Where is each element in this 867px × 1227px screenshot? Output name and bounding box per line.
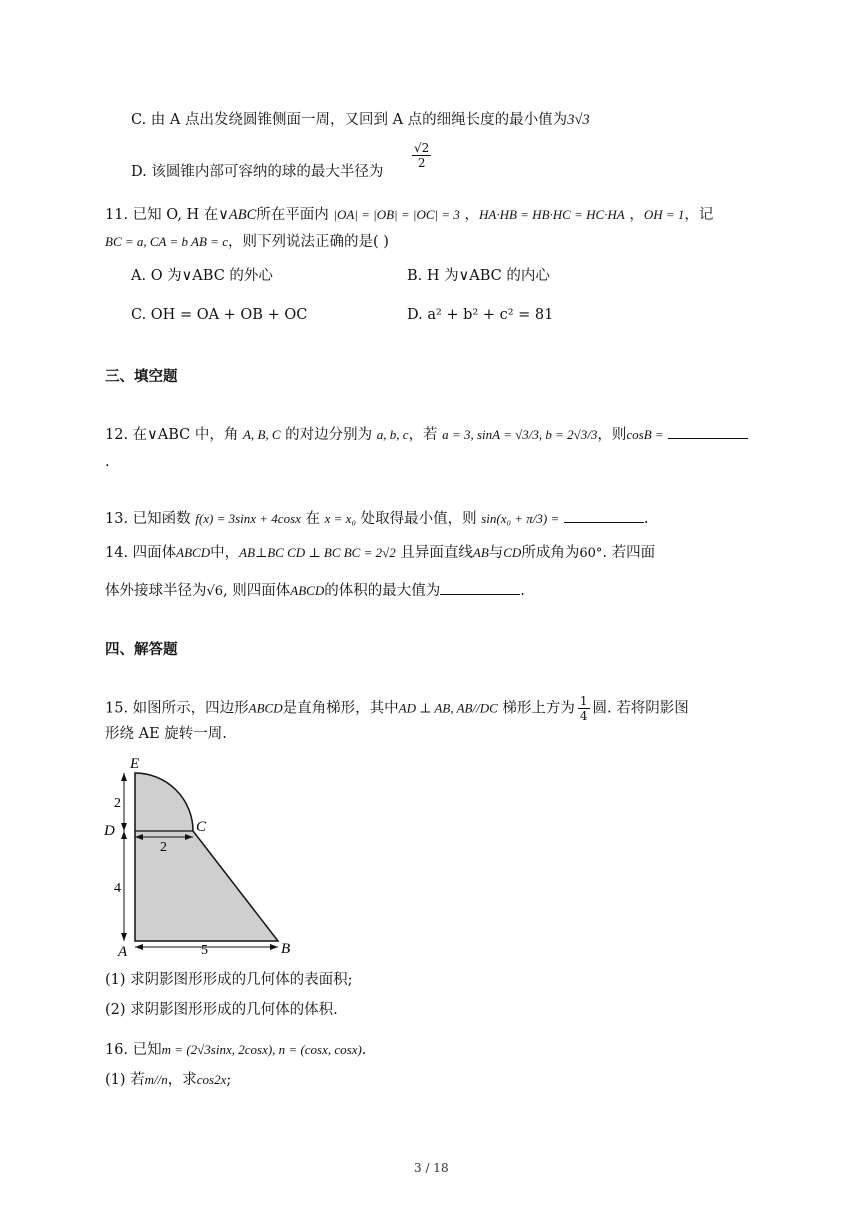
q10-option-d [131, 162, 383, 182]
q10-option-c-text: C. 由 A 点出发绕圆锥侧面一周，又回到 A 点的细绳长度的最小值为 [131, 112, 568, 128]
q10-option-c [131, 110, 590, 130]
q14-answer-blank[interactable] [440, 580, 520, 595]
q14-line1: 14. 四面体ABCD中，AB⊥BC CD ⊥ BC BC = 2√2 且异面直线AB与CD所成角为60°. 若四面 [105, 545, 656, 561]
label-b: B [281, 941, 291, 957]
q13-answer-blank[interactable] [564, 508, 644, 523]
label-d: D [104, 823, 115, 839]
q12-stem: 12. 在∨ABC 中，角 A, B, C 的对边分别为 a, b, c，若 a = 3, sinA = √3/3, b = 2√3/3，则cosB = [105, 424, 748, 445]
q11-option-b: B. H 为∨ABC 的内心 [407, 268, 550, 284]
q11-stem-line1: 11. 已知 O, H 在∨ABC所在平面内 |OA| = |OB| = |OC| = 3 ，HA·HB = HB·HC = HC·HA ，OH = 1，记 [105, 207, 714, 223]
section-heading-answer: 四、解答题 [105, 642, 178, 658]
q15-conditions: AD ⊥ AB, AB//DC [398, 700, 498, 716]
q15-part1: (1) 求阴影图形形成的几何体的表面积; [105, 972, 353, 988]
q10-option-d-text: D. 该圆锥内部可容纳的球的最大半径为 [131, 164, 384, 180]
q11-dot-condition: HA·HB = HB·HC = HC·HA [479, 207, 625, 222]
q12-answer-blank[interactable] [668, 424, 748, 439]
q15-quarter-fraction: $\frac{1}{4}$ [579, 694, 588, 723]
q11-sides: BC = a, CA = b AB = c [105, 234, 228, 249]
q16-stem: 16. 已知m = (2√3sinx, 2cosx), n = (cosx, cosx). [105, 1042, 367, 1058]
label-e: E [130, 756, 140, 772]
q16-part1: (1) 若m//n，求cos2x; [105, 1072, 232, 1088]
q15-part2: (2) 求阴影图形形成的几何体的体积. [105, 1002, 338, 1018]
label-a: A [118, 944, 128, 960]
q14-conditions: AB⊥BC CD ⊥ BC BC = 2√2 [239, 545, 396, 560]
dim-label-dc: 2 [160, 840, 167, 855]
q11-option-d: D. a² + b² + c² = 81 [407, 307, 554, 323]
dim-label-ed: 2 [114, 796, 121, 811]
q14-line2: 体外接球半径为√6, 则四面体ABCD的体积的最大值为 . [105, 580, 525, 602]
q11-option-c: C. OH = OA + OB + OC [131, 307, 308, 323]
q11-option-a: A. O 为∨ABC 的外心 [131, 268, 273, 284]
q12-given-values: a = 3, sinA = √3/3, b = 2√3/3 [442, 427, 598, 442]
q16-vectors: m = (2√3sinx, 2cosx), n = (cosx, cosx) [161, 1042, 362, 1057]
q13-ask: sin(x₀ + π/3) = [481, 511, 560, 526]
q13-stem: 13. 已知函数 f(x) = 3sinx + 4cosx 在 x = x₀ 处取得最小值，则 sin(x₀ + π/3) = . [105, 508, 648, 529]
q12-period: . [105, 454, 110, 470]
q11-oh-condition: OH = 1 [643, 207, 685, 222]
q15-line1: 15. 如图所示，四边形ABCD是直角梯形，其中AD ⊥ AB, AB//DC 梯形上方为 $\frac{1}{4}$ 圆. 若将阴影图 [105, 694, 689, 723]
shaded-region [135, 773, 278, 941]
section-heading-fill-blank: 三、填空题 [105, 369, 178, 385]
label-c: C [196, 819, 207, 835]
q12-ask: cosB = [626, 427, 664, 442]
q10-option-d-fraction: $\frac{√2}{2}$ [414, 141, 430, 170]
q10-option-c-value: 3√3 [567, 112, 590, 128]
q11-vector-condition: |OA| = |OB| = |OC| = 3 [333, 207, 460, 222]
dim-label-ab: 5 [201, 943, 208, 958]
dim-label-ad: 4 [114, 881, 121, 896]
q13-function: f(x) = 3sinx + 4cosx [195, 511, 301, 526]
q15-line2: 形绕 AE 旋转一周. [105, 726, 227, 742]
q11-stem-line2: BC = a, CA = b AB = c，则下列说法正确的是( ) [105, 234, 389, 250]
page-number: 3 / 18 [414, 1161, 449, 1175]
q15-figure [100, 755, 300, 960]
